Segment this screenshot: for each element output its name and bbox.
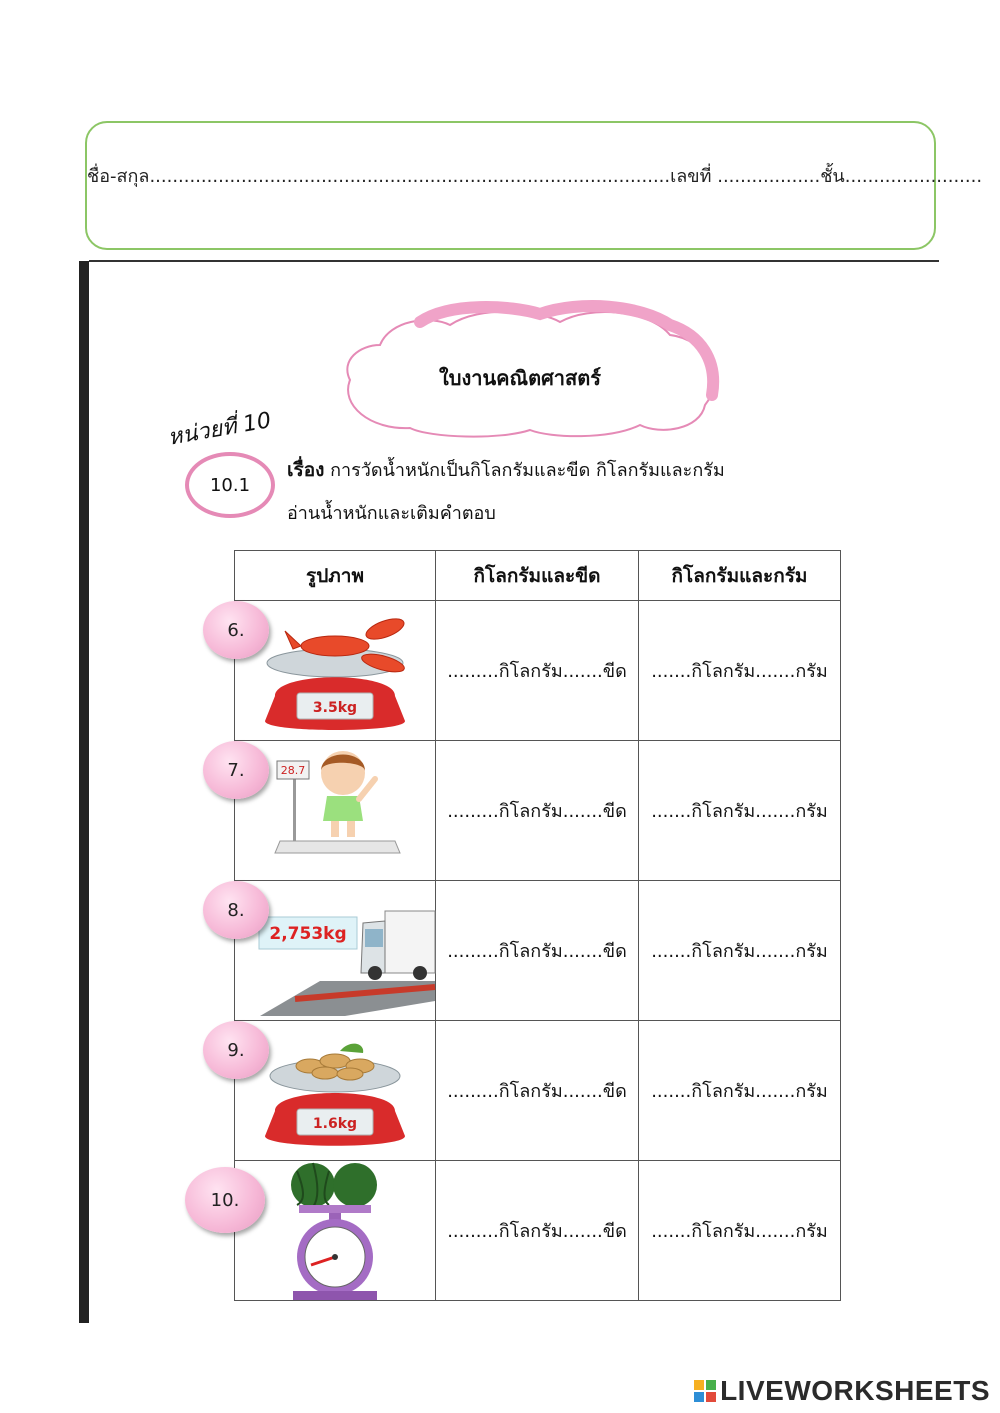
class-blank[interactable]: ........................ <box>844 166 983 187</box>
watermelon-scale-icon <box>235 1161 435 1300</box>
number-blank[interactable]: .................. <box>717 166 821 187</box>
reading-label: 1.6kg <box>312 1116 358 1132</box>
table-row <box>235 1161 841 1301</box>
header-picture: รูปภาพ <box>235 551 436 601</box>
picture-cell <box>227 1021 436 1161</box>
table-row <box>235 601 841 741</box>
picture-cell <box>227 881 436 1021</box>
header-kg-gram: กิโลกรัมและกรัม <box>639 551 841 601</box>
number-label: เลขที่ <box>670 166 712 187</box>
answer-kg-khid[interactable]: .........กิโลกรัม.......ขีด <box>436 1161 639 1301</box>
topic-text: การวัดน้ำหนักเป็นกิโลกรัมและขีด กิโลกรัมและกรัม <box>330 460 725 481</box>
header-kg-khid: กิโลกรัมและขีด <box>436 551 639 601</box>
picture-cell <box>210 1161 436 1301</box>
answer-table <box>210 550 841 1301</box>
picture-cell <box>227 601 436 741</box>
unit-label: หน่วยที่ 10 <box>166 408 274 451</box>
name-label: ชื่อ-สกุล <box>87 166 150 187</box>
item-number-badge: 8. <box>203 881 269 939</box>
unit-number-badge: 10.1 <box>185 452 275 518</box>
item-number-badge: 7. <box>203 741 269 799</box>
answer-kg-khid[interactable]: .........กิโลกรัม.......ขีด <box>436 601 639 741</box>
name-blank[interactable]: ........................................................................................... <box>149 166 671 187</box>
student-info-box <box>85 121 983 250</box>
liveworksheets-logo <box>694 1375 990 1407</box>
topic-line <box>287 455 725 485</box>
answer-kg-gram[interactable]: .......กิโลกรัม.......กรัม <box>639 601 841 741</box>
top-rule <box>89 260 939 262</box>
table-row <box>235 1021 841 1161</box>
answer-kg-gram[interactable]: .......กิโลกรัม.......กรัม <box>639 1161 841 1301</box>
logo-mark-icon <box>694 1380 716 1402</box>
answer-kg-khid[interactable]: .........กิโลกรัม.......ขีด <box>436 741 639 881</box>
answer-kg-gram[interactable]: .......กิโลกรัม.......กรัม <box>639 881 841 1021</box>
answer-kg-khid[interactable]: .........กิโลกรัม.......ขีด <box>436 1021 639 1161</box>
instruction-text: อ่านน้ำหนักและเติมคำตอบ <box>287 503 496 524</box>
table-row <box>235 881 841 1021</box>
table-row <box>235 741 841 881</box>
item-number-badge: 9. <box>203 1021 269 1079</box>
worksheet-title: ใบงานคณิตศาสตร์ <box>439 366 601 390</box>
class-label: ชั้น <box>820 166 845 187</box>
left-side-bar <box>79 261 89 1323</box>
answer-kg-khid[interactable]: .........กิโลกรัม.......ขีด <box>436 881 639 1021</box>
answer-kg-gram[interactable]: .......กิโลกรัม.......กรัม <box>639 1021 841 1161</box>
topic-label: เรื่อง <box>287 459 325 481</box>
reading-label: 28.7 <box>280 764 306 777</box>
answer-kg-gram[interactable]: .......กิโลกรัม.......กรัม <box>639 741 841 881</box>
reading-label: 2,753kg <box>269 924 347 944</box>
item-number-badge: 10. <box>185 1167 265 1233</box>
table-header-row <box>235 551 841 601</box>
item-number-badge: 6. <box>203 601 269 659</box>
picture-cell <box>227 741 436 881</box>
brand-name: LIVEWORKSHEETS <box>720 1375 990 1406</box>
reading-label: 3.5kg <box>312 700 358 716</box>
student-info-line <box>87 161 983 190</box>
